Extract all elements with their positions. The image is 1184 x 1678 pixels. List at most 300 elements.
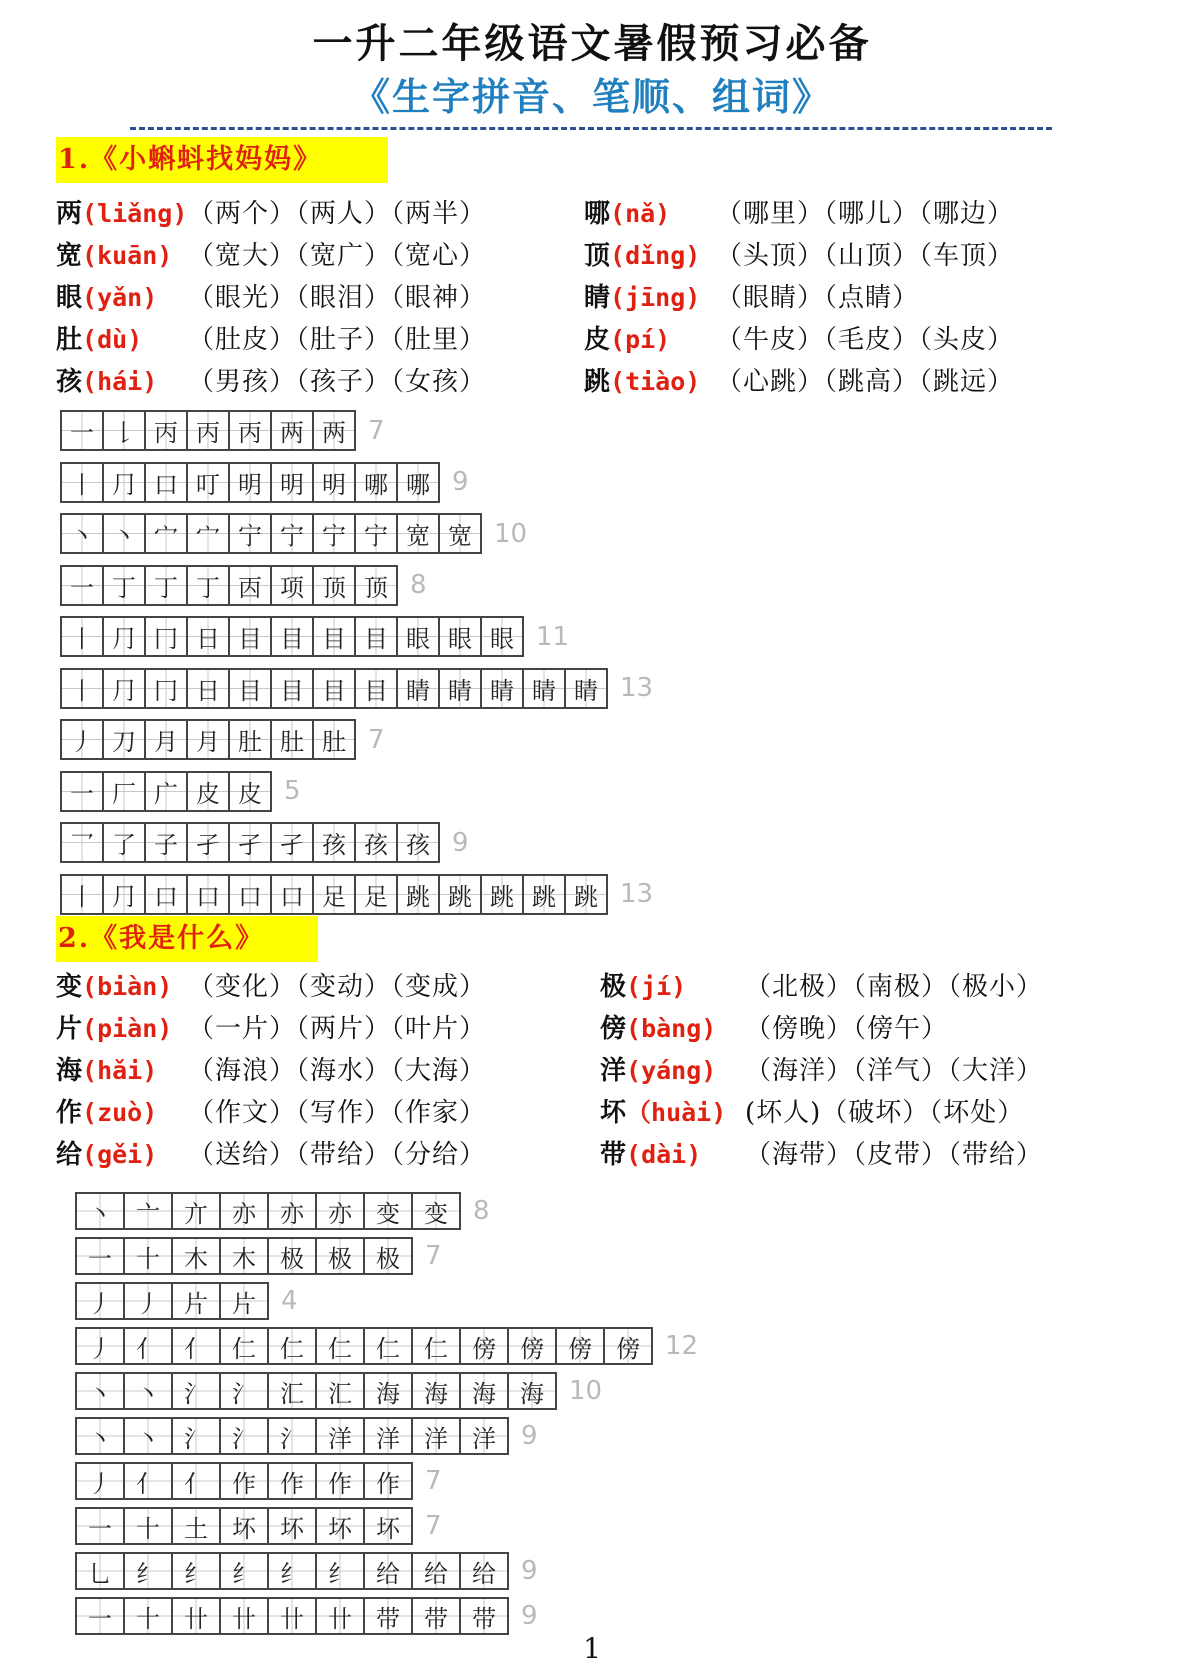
stroke-step-cell: 一 xyxy=(77,1239,125,1273)
stroke-order-strip xyxy=(60,668,653,709)
section-heading-1: 1.《小蝌蚪找妈妈》 xyxy=(56,137,388,183)
stroke-step-cell: 睛 xyxy=(440,670,482,707)
stroke-step-cell: 眼 xyxy=(398,618,440,655)
stroke-step-cell: 丨 xyxy=(62,670,104,707)
stroke-step-cell: 眼 xyxy=(482,618,524,655)
vocab-words: （变化）（变动）（变成） xyxy=(188,972,487,1002)
vocab-words: （眼光）（眼泪）（眼神） xyxy=(188,283,487,313)
stroke-step-cell: 氵 xyxy=(173,1374,221,1408)
stroke-count: 9 xyxy=(452,467,469,497)
stroke-step-cell: 汇 xyxy=(317,1374,365,1408)
stroke-step-cell: 目 xyxy=(314,670,356,707)
stroke-step-cell: 仁 xyxy=(269,1329,317,1363)
vocab-row xyxy=(600,1138,1044,1172)
vocab-char: 坏 xyxy=(600,1098,627,1128)
stroke-count: 4 xyxy=(281,1286,298,1316)
stroke-step-cell: 顶 xyxy=(356,567,398,604)
stroke-step-cell: 口 xyxy=(230,876,272,913)
vocab-pinyin: （huài) xyxy=(626,1098,727,1127)
stroke-count: 9 xyxy=(521,1601,538,1631)
vocab-words: （北极）（南极）（极小） xyxy=(745,972,1044,1002)
stroke-step-cell: 睛 xyxy=(524,670,566,707)
vocab-char: 皮 xyxy=(584,325,611,355)
stroke-order-strip xyxy=(60,874,653,915)
stroke-step-cell: 木 xyxy=(221,1239,269,1273)
vocab-char: 片 xyxy=(56,1014,83,1044)
vocab-row xyxy=(584,239,1015,273)
stroke-step-cell: 傍 xyxy=(605,1329,653,1363)
stroke-step-cell: 𠄌 xyxy=(104,412,146,449)
stroke-step-cell: 亻 xyxy=(125,1464,173,1498)
stroke-cells xyxy=(75,1372,557,1410)
stroke-count: 11 xyxy=(536,621,570,652)
stroke-step-cell: 孩 xyxy=(398,824,440,861)
stroke-count: 7 xyxy=(425,1241,442,1271)
stroke-step-cell: 宀 xyxy=(188,515,230,552)
stroke-step-cell: 足 xyxy=(356,876,398,913)
stroke-step-cell: 睛 xyxy=(482,670,524,707)
stroke-step-cell: 亦 xyxy=(221,1194,269,1228)
vocab-pinyin: (hǎi) xyxy=(82,1056,158,1085)
stroke-step-cell: 给 xyxy=(461,1554,509,1588)
stroke-step-cell: 子 xyxy=(146,824,188,861)
stroke-cells xyxy=(60,719,356,760)
stroke-step-cell: 纟 xyxy=(173,1554,221,1588)
vocab-words: （头顶）（山顶）（车顶） xyxy=(716,241,1015,271)
stroke-step-cell: 汇 xyxy=(269,1374,317,1408)
vocab-pinyin: (bàng) xyxy=(626,1014,717,1043)
vocab-char: 洋 xyxy=(600,1056,627,1086)
vocab-char: 两 xyxy=(56,199,83,229)
stroke-count: 9 xyxy=(521,1421,538,1451)
stroke-count: 7 xyxy=(368,724,385,755)
stroke-step-cell: 口 xyxy=(146,876,188,913)
stroke-step-cell: 洋 xyxy=(317,1419,365,1453)
vocab-char: 傍 xyxy=(600,1014,627,1044)
stroke-cells xyxy=(60,616,524,657)
stroke-cells xyxy=(75,1327,653,1365)
stroke-order-strip xyxy=(75,1372,602,1410)
stroke-step-cell: 孑 xyxy=(230,824,272,861)
vocab-row xyxy=(56,1054,487,1088)
vocab-char: 跳 xyxy=(584,367,611,397)
vocab-row xyxy=(584,197,1015,231)
stroke-step-cell: 亣 xyxy=(173,1194,221,1228)
stroke-step-cell: 口 xyxy=(188,876,230,913)
stroke-step-cell: 丿 xyxy=(77,1464,125,1498)
stroke-step-cell: 极 xyxy=(317,1239,365,1273)
stroke-cells xyxy=(60,771,272,812)
vocab-words: （男孩）（孩子）（女孩） xyxy=(188,367,487,397)
stroke-step-cell: 丙 xyxy=(146,412,188,449)
stroke-count: 13 xyxy=(620,879,654,909)
stroke-step-cell: 卄 xyxy=(221,1599,269,1633)
vocab-words: （送给）（带给）（分给） xyxy=(188,1140,487,1170)
stroke-step-cell: 一 xyxy=(77,1509,125,1543)
stroke-step-cell: ⺆ xyxy=(104,618,146,655)
vocab-row xyxy=(56,1012,487,1046)
stroke-count: 7 xyxy=(425,1466,442,1496)
stroke-order-strip xyxy=(75,1597,538,1635)
stroke-step-cell: 土 xyxy=(173,1509,221,1543)
vocab-row xyxy=(600,1054,1044,1088)
stroke-step-cell: 目 xyxy=(272,618,314,655)
stroke-step-cell: 作 xyxy=(365,1464,413,1498)
vocab-char: 变 xyxy=(56,972,83,1002)
stroke-step-cell: 极 xyxy=(365,1239,413,1273)
vocab-words: （眼睛）（点睛） xyxy=(716,283,920,313)
stroke-step-cell: 目 xyxy=(230,670,272,707)
vocab-char: 孩 xyxy=(56,367,83,397)
vocab-words: （宽大）（宽广）（宽心） xyxy=(188,241,487,271)
stroke-step-cell: 纟 xyxy=(125,1554,173,1588)
stroke-step-cell: 丨 xyxy=(62,618,104,655)
vocab-words: （海洋）（洋气）（大洋） xyxy=(745,1056,1044,1086)
vocab-pinyin: (dǐng) xyxy=(610,241,701,270)
stroke-step-cell: 口 xyxy=(146,464,188,501)
stroke-step-cell: 丙 xyxy=(188,412,230,449)
vocab-words: （心跳）（跳高）（跳远） xyxy=(716,367,1015,397)
stroke-step-cell: 丶 xyxy=(77,1194,125,1228)
stroke-step-cell: 十 xyxy=(125,1509,173,1543)
vocab-pinyin: (jí) xyxy=(626,972,687,1001)
stroke-step-cell: 丶 xyxy=(62,515,104,552)
vocab-pinyin: (yáng) xyxy=(626,1056,717,1085)
vocab-char: 肚 xyxy=(56,325,83,355)
stroke-step-cell: 目 xyxy=(356,670,398,707)
stroke-step-cell: 给 xyxy=(365,1554,413,1588)
stroke-step-cell: 一 xyxy=(62,567,104,604)
vocab-char: 极 xyxy=(600,972,627,1002)
stroke-step-cell: 孩 xyxy=(356,824,398,861)
stroke-cells xyxy=(75,1552,509,1590)
stroke-step-cell: 日 xyxy=(188,670,230,707)
vocab-char: 给 xyxy=(56,1140,83,1170)
vocab-row xyxy=(56,970,487,1004)
stroke-cells xyxy=(60,874,608,915)
stroke-step-cell: 哪 xyxy=(398,464,440,501)
vocab-pinyin: (zuò) xyxy=(82,1098,158,1127)
stroke-step-cell: 㐁 xyxy=(230,567,272,604)
stroke-step-cell: 丁 xyxy=(104,567,146,604)
stroke-step-cell: 亻 xyxy=(173,1464,221,1498)
stroke-count: 13 xyxy=(620,673,654,703)
stroke-count: 8 xyxy=(473,1196,490,1226)
vocab-char: 带 xyxy=(600,1140,627,1170)
stroke-step-cell: 顶 xyxy=(314,567,356,604)
stroke-step-cell: 冂 xyxy=(146,670,188,707)
stroke-step-cell: 孑 xyxy=(272,824,314,861)
stroke-step-cell: 亠 xyxy=(125,1194,173,1228)
stroke-order-strip xyxy=(75,1462,442,1500)
stroke-step-cell: 丿 xyxy=(125,1284,173,1318)
stroke-step-cell: 明 xyxy=(314,464,356,501)
stroke-cells xyxy=(75,1192,461,1230)
vocab-row xyxy=(56,1096,487,1130)
stroke-step-cell: 乚 xyxy=(77,1554,125,1588)
stroke-step-cell: 厂 xyxy=(104,773,146,810)
stroke-step-cell: 宁 xyxy=(356,515,398,552)
stroke-step-cell: 坏 xyxy=(365,1509,413,1543)
stroke-step-cell: 丶 xyxy=(104,515,146,552)
stroke-step-cell: 丶 xyxy=(125,1374,173,1408)
stroke-step-cell: 丿 xyxy=(77,1329,125,1363)
stroke-step-cell: 目 xyxy=(272,670,314,707)
stroke-step-cell: 跳 xyxy=(398,876,440,913)
stroke-step-cell: 纟 xyxy=(221,1554,269,1588)
stroke-step-cell: 作 xyxy=(269,1464,317,1498)
stroke-step-cell: 广 xyxy=(146,773,188,810)
stroke-step-cell: 宽 xyxy=(440,515,482,552)
stroke-count: 7 xyxy=(368,415,385,446)
stroke-step-cell: 一 xyxy=(77,1599,125,1633)
stroke-step-cell: 了 xyxy=(104,824,146,861)
stroke-order-strip xyxy=(60,616,569,657)
stroke-step-cell: 睛 xyxy=(398,670,440,707)
stroke-step-cell: 坏 xyxy=(221,1509,269,1543)
stroke-step-cell: 丶 xyxy=(125,1419,173,1453)
stroke-count: 9 xyxy=(521,1556,538,1586)
stroke-step-cell: 纟 xyxy=(317,1554,365,1588)
stroke-step-cell: 给 xyxy=(413,1554,461,1588)
stroke-count: 8 xyxy=(410,570,427,600)
stroke-step-cell: 日 xyxy=(188,618,230,655)
stroke-order-strip xyxy=(75,1192,490,1230)
stroke-step-cell: 宀 xyxy=(146,515,188,552)
stroke-step-cell: 带 xyxy=(365,1599,413,1633)
stroke-step-cell: 作 xyxy=(317,1464,365,1498)
stroke-step-cell: 变 xyxy=(413,1194,461,1228)
vocab-row xyxy=(600,970,1044,1004)
stroke-step-cell: 亻 xyxy=(125,1329,173,1363)
stroke-step-cell: 目 xyxy=(314,618,356,655)
stroke-cells xyxy=(60,462,440,503)
vocab-char: 睛 xyxy=(584,283,611,313)
stroke-step-cell: 十 xyxy=(125,1599,173,1633)
stroke-order-strip xyxy=(75,1417,538,1455)
stroke-step-cell: 丁 xyxy=(146,567,188,604)
stroke-order-strip xyxy=(75,1282,298,1320)
vocab-row xyxy=(56,1138,487,1172)
stroke-step-cell: 目 xyxy=(356,618,398,655)
stroke-step-cell: 口 xyxy=(272,876,314,913)
stroke-step-cell: 肚 xyxy=(230,721,272,758)
vocab-char: 眼 xyxy=(56,283,83,313)
stroke-step-cell: 海 xyxy=(509,1374,557,1408)
stroke-step-cell: 刀 xyxy=(104,721,146,758)
vocab-row xyxy=(584,323,1015,357)
stroke-step-cell: ⺆ xyxy=(104,670,146,707)
stroke-step-cell: 明 xyxy=(230,464,272,501)
stroke-step-cell: 亦 xyxy=(317,1194,365,1228)
stroke-step-cell: 氵 xyxy=(221,1419,269,1453)
vocab-pinyin: (yǎn) xyxy=(82,283,158,312)
stroke-step-cell: 氵 xyxy=(221,1374,269,1408)
stroke-step-cell: 丿 xyxy=(77,1284,125,1318)
vocab-words: （作文）（写作）（作家） xyxy=(188,1098,487,1128)
vocab-words: （牛皮）（毛皮）（头皮） xyxy=(716,325,1015,355)
vocab-pinyin: (tiào) xyxy=(610,367,701,396)
stroke-step-cell: 一 xyxy=(62,412,104,449)
stroke-step-cell: 坏 xyxy=(317,1509,365,1543)
page-number: 1 xyxy=(583,1632,601,1665)
vocab-pinyin: (dù) xyxy=(82,325,143,354)
dashed-divider xyxy=(130,127,1052,130)
stroke-step-cell: 眼 xyxy=(440,618,482,655)
stroke-step-cell: 仁 xyxy=(413,1329,461,1363)
vocab-char: 哪 xyxy=(584,199,611,229)
stroke-step-cell: 宽 xyxy=(398,515,440,552)
stroke-step-cell: 冂 xyxy=(146,618,188,655)
stroke-step-cell: 傍 xyxy=(557,1329,605,1363)
vocab-row xyxy=(56,365,487,399)
stroke-step-cell: 丶 xyxy=(77,1419,125,1453)
stroke-step-cell: 十 xyxy=(125,1239,173,1273)
vocab-row xyxy=(600,1096,1025,1130)
page-subtitle: 《生字拼音、笔顺、组词》 xyxy=(351,74,832,119)
stroke-step-cell: 傍 xyxy=(461,1329,509,1363)
stroke-step-cell: 仁 xyxy=(221,1329,269,1363)
stroke-step-cell: ⺆ xyxy=(104,876,146,913)
vocab-row xyxy=(600,1012,949,1046)
stroke-step-cell: 目 xyxy=(230,618,272,655)
stroke-step-cell: 一 xyxy=(62,773,104,810)
vocab-row xyxy=(56,197,487,231)
stroke-count: 7 xyxy=(425,1511,442,1541)
stroke-step-cell: ⺆ xyxy=(104,464,146,501)
stroke-cells xyxy=(75,1282,269,1320)
stroke-cells xyxy=(60,410,356,451)
stroke-step-cell: 丙 xyxy=(230,412,272,449)
vocab-pinyin: (gěi) xyxy=(82,1140,158,1169)
vocab-pinyin: (kuān) xyxy=(82,241,173,270)
vocab-pinyin: (pí) xyxy=(610,325,671,354)
stroke-order-strip xyxy=(75,1507,442,1545)
stroke-step-cell: 皮 xyxy=(188,773,230,810)
stroke-cells xyxy=(75,1237,413,1275)
stroke-step-cell: 丨 xyxy=(62,876,104,913)
stroke-cells xyxy=(75,1417,509,1455)
stroke-cells xyxy=(75,1597,509,1635)
vocab-words: （海浪）（海水）（大海） xyxy=(188,1056,487,1086)
stroke-step-cell: 叮 xyxy=(188,464,230,501)
section-heading-2: 2.《我是什么》 xyxy=(56,916,318,962)
stroke-step-cell: 两 xyxy=(314,412,356,449)
stroke-step-cell: 皮 xyxy=(230,773,272,810)
vocab-pinyin: (jīng) xyxy=(610,283,701,312)
vocab-row xyxy=(584,281,920,315)
vocab-words: （哪里）（哪儿）（哪边） xyxy=(716,199,1015,229)
stroke-step-cell: 氵 xyxy=(269,1419,317,1453)
vocab-pinyin: (nǎ) xyxy=(610,199,671,228)
stroke-step-cell: 两 xyxy=(272,412,314,449)
vocab-pinyin: (hái) xyxy=(82,367,158,396)
stroke-cells xyxy=(60,565,398,606)
stroke-step-cell: 片 xyxy=(173,1284,221,1318)
stroke-count: 9 xyxy=(452,827,469,858)
stroke-step-cell: 带 xyxy=(461,1599,509,1633)
vocab-char: 海 xyxy=(56,1056,83,1086)
stroke-count: 5 xyxy=(284,776,301,806)
stroke-order-strip xyxy=(60,462,469,503)
stroke-step-cell: 作 xyxy=(221,1464,269,1498)
stroke-order-strip xyxy=(75,1327,698,1365)
stroke-order-strip xyxy=(75,1552,538,1590)
stroke-step-cell: 孩 xyxy=(314,824,356,861)
stroke-step-cell: 跳 xyxy=(524,876,566,913)
stroke-order-strip xyxy=(60,565,427,606)
vocab-pinyin: (liǎng) xyxy=(82,199,188,228)
stroke-step-cell: 卄 xyxy=(317,1599,365,1633)
vocab-row xyxy=(56,239,487,273)
page-title: 一升二年级语文暑假预习必备 xyxy=(312,20,872,67)
stroke-cells xyxy=(75,1462,413,1500)
vocab-pinyin: (piàn) xyxy=(82,1014,173,1043)
vocab-words: （肚皮）（肚子）（肚里） xyxy=(188,325,487,355)
stroke-cells xyxy=(60,668,608,709)
stroke-step-cell: 跳 xyxy=(440,876,482,913)
stroke-step-cell: 乛 xyxy=(62,824,104,861)
stroke-step-cell: 丨 xyxy=(62,464,104,501)
vocab-pinyin: (dài) xyxy=(626,1140,702,1169)
stroke-count: 10 xyxy=(494,518,528,549)
stroke-step-cell: 月 xyxy=(188,721,230,758)
stroke-count: 12 xyxy=(665,1331,699,1361)
stroke-step-cell: 肚 xyxy=(314,721,356,758)
stroke-step-cell: 卄 xyxy=(173,1599,221,1633)
stroke-step-cell: 哪 xyxy=(356,464,398,501)
stroke-cells xyxy=(60,513,482,554)
vocab-row xyxy=(584,365,1015,399)
stroke-step-cell: 亦 xyxy=(269,1194,317,1228)
stroke-step-cell: 海 xyxy=(365,1374,413,1408)
stroke-step-cell: 宁 xyxy=(314,515,356,552)
stroke-step-cell: 极 xyxy=(269,1239,317,1273)
vocab-words: （一片）（两片）（叶片） xyxy=(188,1014,487,1044)
stroke-step-cell: 坏 xyxy=(269,1509,317,1543)
stroke-order-strip xyxy=(60,822,469,863)
stroke-step-cell: 丿 xyxy=(62,721,104,758)
vocab-pinyin: (biàn) xyxy=(82,972,173,1001)
stroke-step-cell: 跳 xyxy=(482,876,524,913)
vocab-row xyxy=(56,281,487,315)
stroke-step-cell: 海 xyxy=(413,1374,461,1408)
stroke-step-cell: 肚 xyxy=(272,721,314,758)
stroke-step-cell: 亻 xyxy=(173,1329,221,1363)
vocab-char: 作 xyxy=(56,1098,83,1128)
stroke-count: 10 xyxy=(569,1376,603,1406)
vocab-words: （傍晚）（傍午） xyxy=(745,1014,949,1044)
stroke-step-cell: 丁 xyxy=(188,567,230,604)
stroke-order-strip xyxy=(60,771,301,812)
stroke-order-strip xyxy=(60,719,385,760)
stroke-step-cell: 仁 xyxy=(365,1329,413,1363)
stroke-step-cell: 卄 xyxy=(269,1599,317,1633)
stroke-step-cell: 足 xyxy=(314,876,356,913)
stroke-step-cell: 洋 xyxy=(365,1419,413,1453)
stroke-step-cell: 洋 xyxy=(413,1419,461,1453)
stroke-order-strip xyxy=(60,410,385,451)
stroke-step-cell: 月 xyxy=(146,721,188,758)
vocab-char: 顶 xyxy=(584,241,611,271)
vocab-words: （两个）（两人）（两半） xyxy=(188,199,487,229)
stroke-step-cell: 带 xyxy=(413,1599,461,1633)
stroke-step-cell: 孑 xyxy=(188,824,230,861)
stroke-cells xyxy=(75,1507,413,1545)
vocab-char: 宽 xyxy=(56,241,83,271)
stroke-step-cell: 变 xyxy=(365,1194,413,1228)
stroke-step-cell: 氵 xyxy=(173,1419,221,1453)
